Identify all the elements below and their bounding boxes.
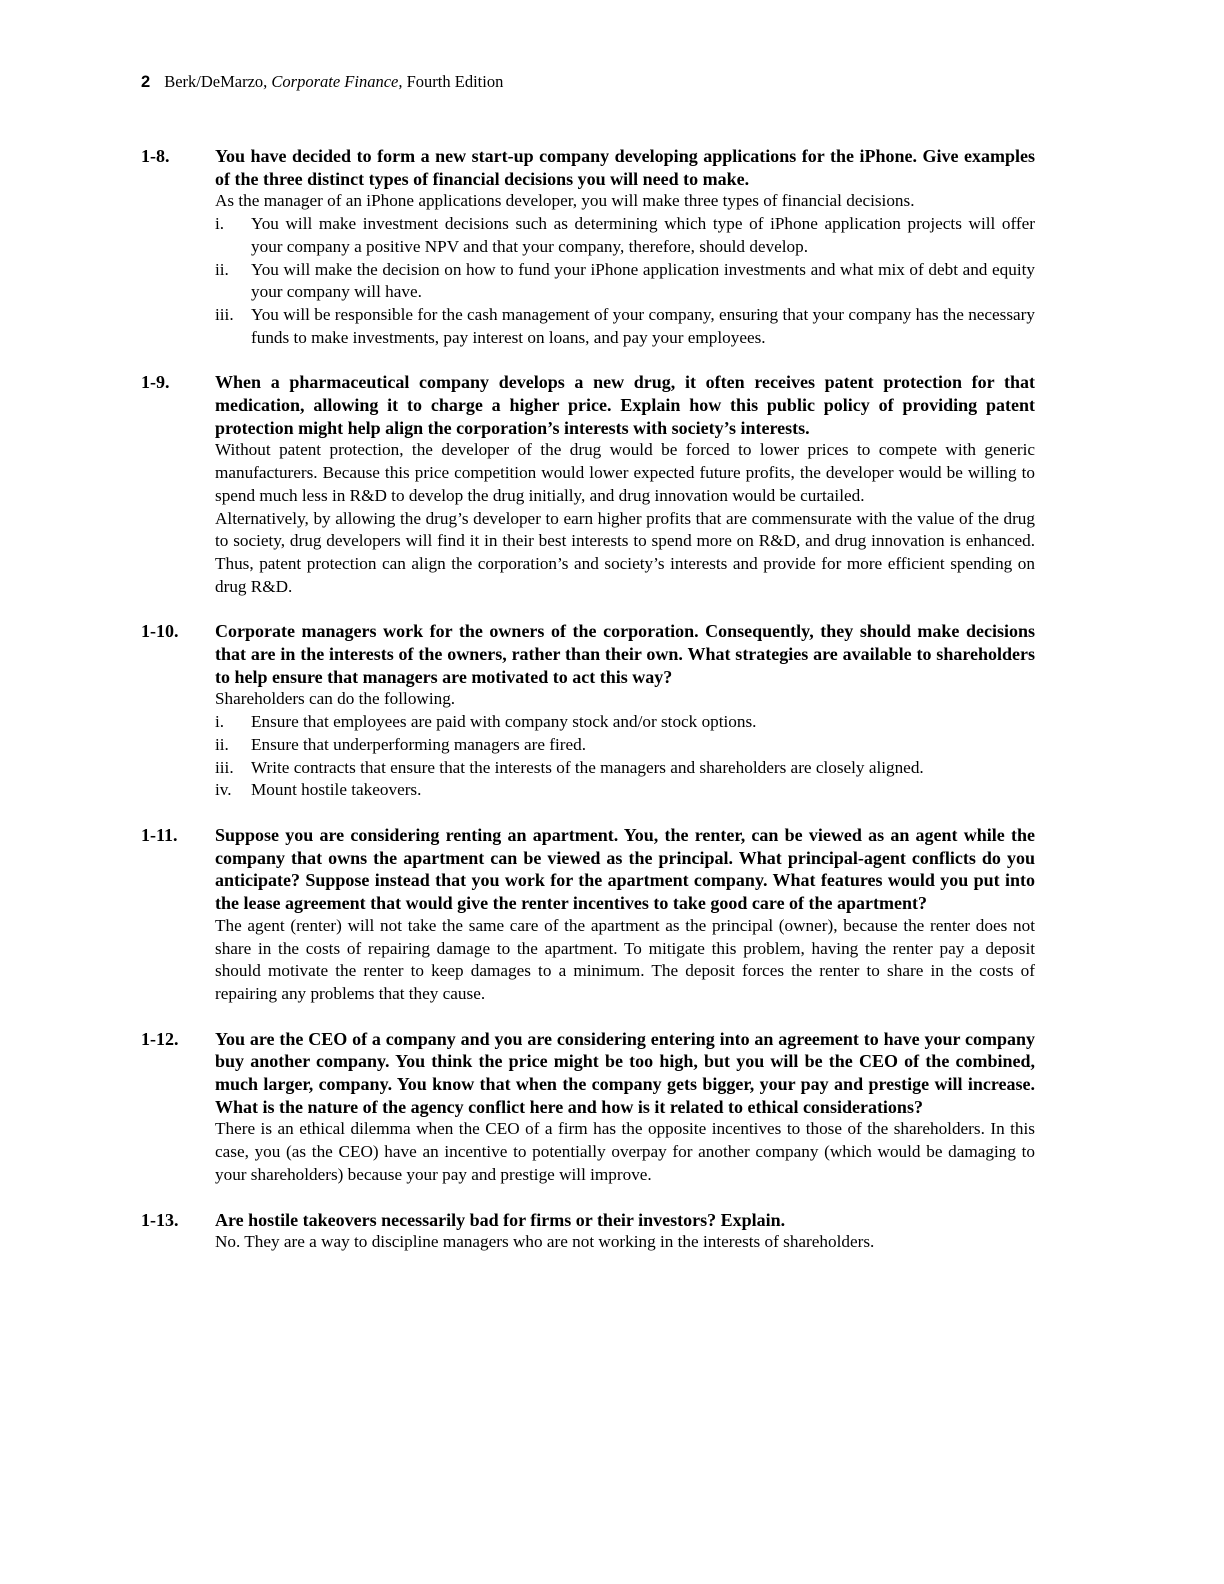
answer-list	[215, 213, 1035, 349]
problem-answer: Shareholders can do the following.	[215, 689, 456, 709]
list-numeral: iii.	[215, 304, 234, 324]
list-item	[215, 779, 1035, 802]
problem-1-12	[141, 1028, 1035, 1187]
problem-list	[141, 145, 1035, 1276]
problem-question: Suppose you are considering renting an apartment. You, the renter, can be viewed as an agent while the company that owns the apartment can be viewed as the principal. What principal-agent conflicts do you anticipate? Suppose instead that you work for the apartment company. What features would you put into the lease agreement that would give the renter incentives to take good care of the apartment?	[215, 824, 1035, 914]
problem-question: When a pharmaceutical company develops a new drug, it often receives patent protection for that medication, allowing it to charge a higher price. Explain how this public policy of providing patent protection might help align the corporation’s interests with society’s interests.	[215, 372, 1035, 438]
list-item-text: Mount hostile takeovers.	[251, 780, 422, 800]
problem-1-11	[141, 824, 1035, 1006]
list-numeral: iii.	[215, 757, 234, 777]
problem-number: 1-10.	[141, 621, 179, 642]
list-numeral: ii.	[215, 734, 229, 754]
list-item-text: Ensure that employees are paid with company stock and/or stock options.	[251, 712, 757, 732]
list-item-text: You will make the decision on how to fund your iPhone application investments and what mix of debt and equity your company will have.	[251, 259, 1035, 302]
problem-question: You have decided to form a new start-up company developing applications for the iPhone. Give examples of the three distinct types of financial decisions you will need to make.	[215, 146, 1035, 189]
problem-1-9	[141, 371, 1035, 598]
list-item	[215, 304, 1035, 349]
problem-question: You are the CEO of a company and you are considering entering into an agreement to have your company buy another company. You think the price might be too high, but you will be the CEO of the combined, much larger, company. You know that when the company gets bigger, your pay and prestige will increase. What is the nature of the agency conflict here and how is it related to ethical considerations?	[215, 1028, 1035, 1117]
problem-answer-continued: Alternatively, by allowing the drug’s developer to earn higher profits that are commensurate with the value of the drug to society, drug developers will find it in their best interests to spend more on R&D, and drug innovation is enhanced. Thus, patent protection can align the corporation’s and society’s interests and provide for more efficient spending on drug R&D.	[215, 508, 1035, 596]
problem-answer: There is an ethical dilemma when the CEO of a firm has the opposite incentives to those of the shareholders. In this case, you (as the CEO) have an incentive to potentially overpay for another company (which would be damaging to your shareholders) because your pay and prestige will improve.	[215, 1119, 1035, 1184]
problem-answer: The agent (renter) will not take the same care of the apartment as the principal (owner), because the renter does not share in the costs of repairing damage to the apartment. To mitigate this problem, having the renter pay a deposit should motivate the renter to keep damages to a minimum. The deposit forces the renter to share in the costs of repairing any problems that they cause.	[215, 915, 1035, 1003]
list-item	[215, 259, 1035, 304]
list-numeral: i.	[215, 712, 225, 732]
list-item-text: You will make investment decisions such as determining which type of iPhone application projects will offer your company a positive NPV and that your company, therefore, should develop.	[251, 214, 1035, 256]
problem-question: Corporate managers work for the owners of the corporation. Consequently, they should make decisions that are in the interests of the owners, rather than their own. What strategies are available to shareholders to help ensure that managers are motivated to act this way?	[215, 621, 1035, 687]
problem-number: 1-8.	[141, 146, 170, 166]
list-item-text: You will be responsible for the cash management of your company, ensuring that your company has the necessary funds to make investments, pay interest on loans, and pay your employees.	[251, 304, 1035, 347]
problem-number: 1-9.	[141, 372, 170, 393]
problem-answer: Without patent protection, the developer of the drug would be forced to lower prices to compete with generic manufacturers. Because this price competition would lower expected future profits, the developer would be willing to spend much less in R&D to develop the drug initially, and drug innovation would be curtailed.	[215, 440, 1035, 505]
header-authors: Berk/DeMarzo,	[164, 72, 268, 91]
list-numeral: ii.	[215, 259, 229, 279]
list-numeral: iv.	[215, 780, 232, 800]
list-item	[215, 757, 1035, 780]
problem-1-10	[141, 620, 1035, 802]
page-number: 2	[141, 73, 151, 91]
list-item	[215, 734, 1035, 757]
problem-question: Are hostile takeovers necessarily bad for firms or their investors? Explain.	[215, 1209, 786, 1230]
problem-number: 1-12.	[141, 1028, 179, 1049]
list-item	[215, 711, 1035, 734]
list-item-text: Ensure that underperforming managers are fired.	[251, 734, 587, 754]
list-item	[215, 213, 1035, 258]
running-header	[141, 72, 503, 92]
list-item-text: Write contracts that ensure that the interests of the managers and shareholders are closely aligned.	[251, 757, 924, 777]
header-book-title: Corporate Finance,	[271, 72, 403, 91]
header-edition: Fourth Edition	[406, 72, 504, 91]
problem-number: 1-13.	[141, 1209, 179, 1230]
problem-answer: As the manager of an iPhone applications developer, you will make three types of financial decisions.	[215, 191, 915, 211]
problem-number: 1-11.	[141, 824, 178, 845]
answer-list	[215, 711, 1035, 802]
problem-1-13	[141, 1209, 1035, 1254]
list-numeral: i.	[215, 214, 225, 234]
problem-1-8	[141, 145, 1035, 349]
problem-answer: No. They are a way to discipline managers who are not working in the interests of shareholders.	[215, 1232, 875, 1252]
